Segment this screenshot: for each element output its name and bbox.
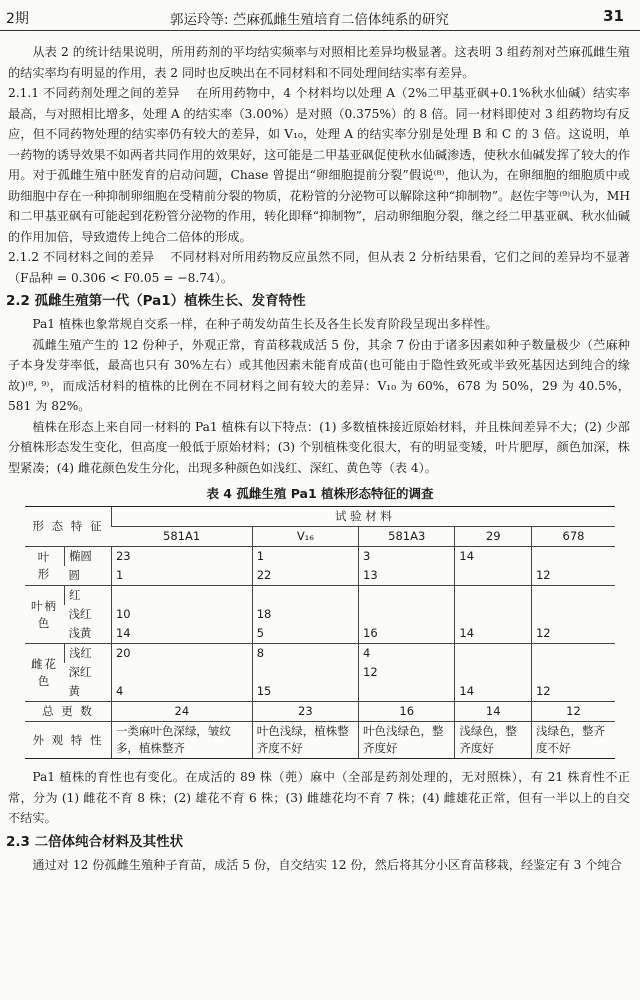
column-header: 581A1 <box>111 527 252 547</box>
table-cell: 叶色浅绿色，整齐度好 <box>359 722 455 759</box>
subsection-body: 在所用药物中，4 个材料均以处理 A（2%二甲基亚砜+0.1%秋水仙碱）结实率最高，与对照相比增多，处理 A 的结实率（3.00%）是对照（0.375%）的 8 倍。同一材料即使对 3 组药物均有反应，但不同药物处理的结实率仍有较大的差异，如 V₁₀，处理 A 的结实率分别是处理 B 和 C 的 3 倍。这说明，单一药物的诱导效果不如两者共同作用的效果好，这可能是二甲基亚砜促使秋水仙碱渗透，使秋水仙碱发挥了较大的作用。对于孤雌生殖中胚发育的启动问题，Chase 曾提出“卵细胞提前分裂”假说⁽⁸⁾，他认为，在卵细胞的细胞质中或助细胞中存在一种抑制卵细胞在受精前分裂的物质，花粉管的分泌物可以解除这种“抑制物”。赵佐宇等⁽⁹⁾认为，MH 和二甲基亚砜有可能起到花粉管分泌物的作用，转化即释“抑制物”，启动卵细胞分裂，继之经二甲基亚砜、秋水仙碱的作用加倍，导致遗传上纯合二倍体的形成。 <box>8 86 631 244</box>
table-row <box>25 624 615 644</box>
table-cell <box>252 586 358 606</box>
table-cell <box>111 586 252 606</box>
table-caption: 表 4 孤雌生殖 Pa1 植株形态特征的调查 <box>206 486 434 501</box>
features-label: 外 观 特 性 <box>25 722 111 759</box>
table-cell: 4 <box>111 682 252 702</box>
paragraph: Pa1 植株也象常规自交系一样，在种子萌发幼苗生长及各生长发育阶段呈现出多样性。 <box>32 317 498 331</box>
table-cell: 16 <box>359 702 455 722</box>
table-cell: 3 <box>359 547 455 567</box>
table-cell: 12 <box>531 624 615 644</box>
table-cell: 12 <box>531 566 615 586</box>
subsection-heading: 2.1.2 不同材料之间的差异 <box>8 250 155 264</box>
table-cell <box>531 586 615 606</box>
running-header <box>0 4 640 31</box>
table-corner-label: 形 态 特 征 <box>25 507 111 547</box>
table-cell: 18 <box>252 605 358 624</box>
column-header: V₁₆ <box>252 527 358 547</box>
table-cell: 23 <box>111 547 252 567</box>
table-cell <box>455 663 532 682</box>
table-row <box>25 682 615 702</box>
table-cell: 14 <box>455 547 532 567</box>
table-cell <box>359 586 455 606</box>
morphology-table <box>25 506 615 759</box>
row-group-label: 雌花色 <box>25 644 64 702</box>
paragraph-intro: 从表 2 的统计结果说明，所用药剂的平均结实频率与对照相比差异均极显著。这表明 3 组药剂对苎麻孤雌生殖的结实率均有明显的作用，表 2 同时也反映出在不同材料和不同处理间结实率有差异。 <box>8 45 630 80</box>
table-cell <box>531 547 615 567</box>
table-cell: 14 <box>455 702 532 722</box>
column-header: 29 <box>455 527 532 547</box>
table-cell: 24 <box>111 702 252 722</box>
table-cell <box>455 566 532 586</box>
table-cell: 15 <box>252 682 358 702</box>
column-header: 678 <box>531 527 615 547</box>
table-cell <box>359 605 455 624</box>
row-sub-label: 浅红 <box>68 607 92 621</box>
table-cell: 浅绿色，整齐度不好 <box>531 722 615 759</box>
table-cell: 5 <box>252 624 358 644</box>
paragraph: Pa1 植株的育性也有变化。在成活的 89 株（蔸）麻中（全部是药剂处理的，无对照株），有 21 株育性不正常，分为 (1) 雌花不育 8 株；(2) 雄花不育 6 株；(3) 雌雄花均不育 7 株；(4) 雌雄花正常，但有一半以上的自交不结实。 <box>8 770 630 825</box>
table-cell: 12 <box>359 663 455 682</box>
row-sub-label: 椭圆 <box>64 547 111 567</box>
table-row <box>25 547 615 567</box>
table-cell: 22 <box>252 566 358 586</box>
table-cell <box>531 644 615 664</box>
table-cell <box>455 586 532 606</box>
row-sub-label: 黄 <box>68 684 80 698</box>
subsection-heading: 2.1.1 不同药剂处理之间的差异 <box>8 86 180 100</box>
table-row <box>25 644 615 664</box>
row-group-label: 叶 形 <box>25 547 64 586</box>
table-row <box>25 663 615 682</box>
row-sub-label: 浅红 <box>64 644 111 664</box>
running-title: 郭运玲等: 苎麻孤雌生殖培育二倍体纯系的研究 <box>170 12 449 28</box>
row-sub-label: 红 <box>64 586 111 606</box>
table-cell: 14 <box>111 624 252 644</box>
table-cell: 一类麻叶色深绿，皱纹多，植株整齐 <box>111 722 252 759</box>
page-number: 31 <box>603 7 624 25</box>
table-cell: 20 <box>111 644 252 664</box>
table-cell <box>359 682 455 702</box>
table-cell: 14 <box>455 624 532 644</box>
table-cell: 浅绿色，整齐度好 <box>455 722 532 759</box>
table-cell: 1 <box>252 547 358 567</box>
table-cell <box>252 663 358 682</box>
table-cell: 16 <box>359 624 455 644</box>
table-cell: 10 <box>111 605 252 624</box>
paragraph: 孤雌生殖产生的 12 份种子，外观正常，育苗移栽成活 5 份，其余 7 份由于诸多因素如种子数量极少（苎麻种子本身发芽率低，最高也只有 30%左右）或其他因素未能育成苗(也可能由于隐性致死或半致死基因达到纯合的缘故)⁽⁸, ⁹⁾，而成活材料的植株的比例在不同材料之间有较大的差异：V₁₀ 为 60%，678 为 50%，29 为 40.5%，581 为 82%。 <box>8 337 630 413</box>
table-cell: 4 <box>359 644 455 664</box>
table-cell: 1 <box>111 566 252 586</box>
row-group-label: 叶柄色 <box>25 586 64 644</box>
section-title: 2.2 孤雌生殖第一代（Pa1）植株生长、发育特性 <box>6 293 306 309</box>
table-row <box>25 605 615 624</box>
table-cell <box>455 644 532 664</box>
table-cell: 12 <box>531 702 615 722</box>
paragraph: 通过对 12 份孤雌生殖种子育苗，成活 5 份，自交结实 12 份，然后将其分小区育苗移栽，经鉴定有 3 个纯合 <box>32 857 622 872</box>
table-group-label: 试 验 材 料 <box>111 507 615 527</box>
table-cell: 14 <box>455 682 532 702</box>
section-title: 2.3 二倍体纯合材料及其性状 <box>6 833 184 850</box>
table-row-features <box>25 722 615 759</box>
subsection-2-1-2 <box>0 247 640 288</box>
table-cell: 叶色浅绿，植株整齐度不好 <box>252 722 358 759</box>
table-cell: 23 <box>252 702 358 722</box>
table-cell: 8 <box>252 644 358 664</box>
table-row <box>25 566 615 586</box>
row-sub-label: 浅黄 <box>68 626 92 640</box>
table-row-totals <box>25 702 615 722</box>
table-cell: 12 <box>531 682 615 702</box>
body-text <box>0 42 640 875</box>
subsection-2-1-1 <box>0 83 640 247</box>
table-cell <box>531 663 615 682</box>
row-sub-label: 圆 <box>68 568 80 582</box>
column-header: 581A3 <box>359 527 455 547</box>
table-row <box>25 586 615 606</box>
table-cell: 13 <box>359 566 455 586</box>
table-cell <box>531 605 615 624</box>
subsection-body: 不同材料对所用药物反应虽然不同，但从表 2 分析结果看，它们之间的差异均不显著（F品种 = 0.306 < F0.05 = −8.74）。 <box>8 250 630 285</box>
paragraph: 植株在形态上来自同一材料的 Pa1 植株有以下特点：(1) 多数植株接近原始材料，并且株间差异不大；(2) 少部分植株形态发生变化，但高度一般低于原始材料；(3) 个别植株变化很大，有的明显变矮，叶片肥厚，颜色加深，株型紧凑；(4) 雌花颜色发生分化，出现多种颜色如浅红、深红、黄色等（表 4）。 <box>8 419 630 475</box>
totals-label: 总 更 数 <box>25 702 111 722</box>
issue-label: 2期 <box>6 11 29 27</box>
table-cell <box>111 663 252 682</box>
row-sub-label: 深红 <box>68 665 92 679</box>
table-cell <box>455 605 532 624</box>
